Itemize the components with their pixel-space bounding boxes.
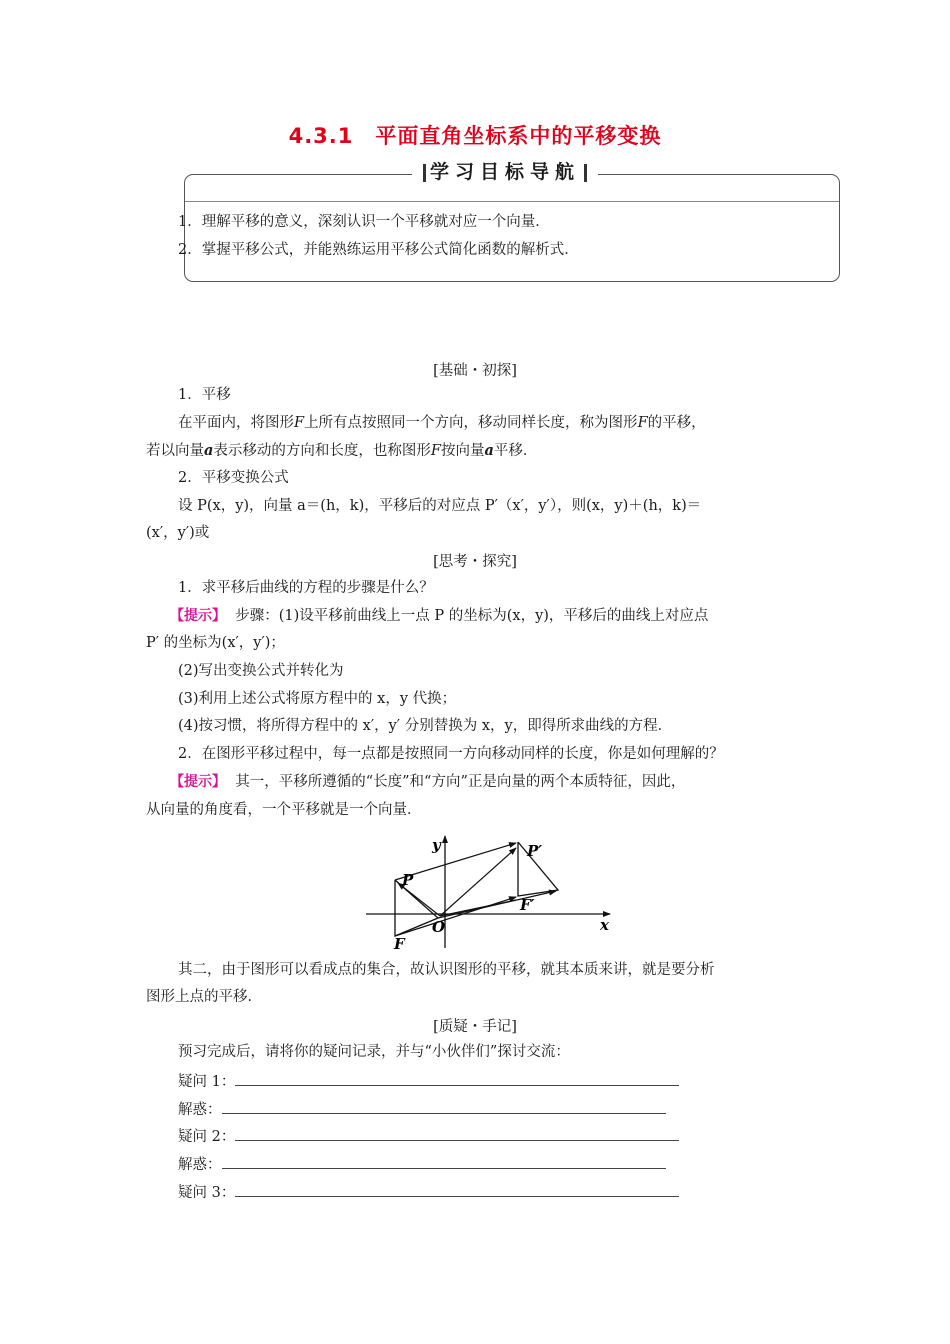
goal-item-1: 1．理解平移的意义，深刻认识一个平移就对应一个向量．: [178, 214, 550, 230]
note-row-question-1: 疑问 1：: [178, 1071, 679, 1092]
answer-1-step-4: (4)按习惯，将所得方程中的 x′，y′ 分别替换为 x，y，即得所求曲线的方程．: [178, 718, 673, 734]
vector-a: a: [204, 442, 214, 459]
basic-paragraph-1: 在平面内，将图形F上所有点按照同一个方向，移动同样长度，称为图形F的平移，: [178, 415, 706, 431]
header-bar-left: [423, 164, 426, 182]
formula-line-1: 设 P(x，y)，向量 a＝(h，k)，平移后的对应点 P′（x′，y′），则(x，y)＋(h，k)＝: [178, 498, 702, 514]
goal-item-2: 2．掌握平移公式，并能熟练运用平移公式简化函数的解析式．: [178, 242, 579, 258]
answer-blank[interactable]: [222, 1154, 666, 1169]
goals-header-text: 学习目标导航: [429, 161, 580, 183]
basic-heading-2: 2．平移变换公式: [178, 470, 289, 486]
answer-blank[interactable]: [235, 1071, 679, 1086]
answer-1-step-3: (3)利用上述公式将原方程中的 x，y 代换；: [178, 691, 457, 707]
answer-2-line-2: 从向量的角度看，一个平移就是一个向量．: [146, 802, 422, 818]
note-row-question-3: 疑问 3：: [178, 1182, 679, 1203]
translation-figure: [360, 828, 630, 956]
note-row-answer-1: 解惑：: [178, 1099, 666, 1120]
y-axis-label: y: [432, 836, 441, 854]
answer-1-line-2: P′ 的坐标为(x′，y′)；: [146, 635, 285, 651]
answer-blank[interactable]: [235, 1182, 679, 1197]
point-P-label: P: [402, 871, 414, 889]
goals-divider: [185, 201, 839, 202]
question-2: 2．在图形平移过程中，每一点都是按照同一方向移动同样的长度，你是如何理解的？: [178, 746, 724, 762]
origin-label: O: [432, 918, 446, 936]
note-row-answer-2: 解惑：: [178, 1154, 666, 1175]
notes-intro: 预习完成后，请将你的疑问记录，并与“小伙伴们”探讨交流：: [178, 1044, 570, 1060]
section-notes: [质疑・手记]: [433, 1019, 517, 1035]
figure-F-prime-label: F′: [520, 896, 535, 914]
goals-header: [412, 157, 598, 187]
basic-heading-1: 1．平移: [178, 387, 231, 403]
answer-2-line-4: 图形上点的平移．: [146, 989, 262, 1005]
formula-line-2: (x′，y′)或: [146, 525, 210, 541]
answer-1-step-2: (2)写出变换公式并转化为: [178, 663, 344, 679]
answer-2-line-1: 【提示】 其一，平移所遵循的“长度”和“方向”正是向量的两个本质特征，因此，: [170, 774, 686, 790]
note-row-question-2: 疑问 2：: [178, 1126, 679, 1147]
hint-label-2: 【提示】: [170, 774, 226, 790]
answer-2-line-3: 其二，由于图形可以看成点的集合，故认识图形的平移，就其本质来讲，就是要分析: [178, 962, 715, 978]
question-1: 1．求平移后曲线的方程的步骤是什么？: [178, 580, 434, 596]
figure-F: F: [294, 415, 305, 431]
header-bar-right: [584, 164, 587, 182]
answer-1-line-1: 【提示】 步骤：(1)设平移前曲线上一点 P 的坐标为(x，y)，平移后的曲线上对应点: [170, 608, 709, 624]
section-think: [思考・探究]: [433, 554, 517, 570]
figure-F-label: F: [394, 935, 405, 953]
vector-OPprime: [440, 848, 516, 916]
answer-blank[interactable]: [235, 1126, 679, 1141]
section-basic: [基础・初探]: [433, 363, 517, 379]
answer-blank[interactable]: [222, 1099, 666, 1114]
page-title: 4.3.1 平面直角坐标系中的平移变换: [288, 124, 662, 148]
x-axis-label: x: [600, 916, 609, 934]
hint-label: 【提示】: [170, 608, 226, 624]
basic-paragraph-2: 若以向量a表示移动的方向和长度，也称图形F按向量a平移．: [146, 442, 538, 459]
point-P-prime-label: P′: [527, 842, 543, 860]
